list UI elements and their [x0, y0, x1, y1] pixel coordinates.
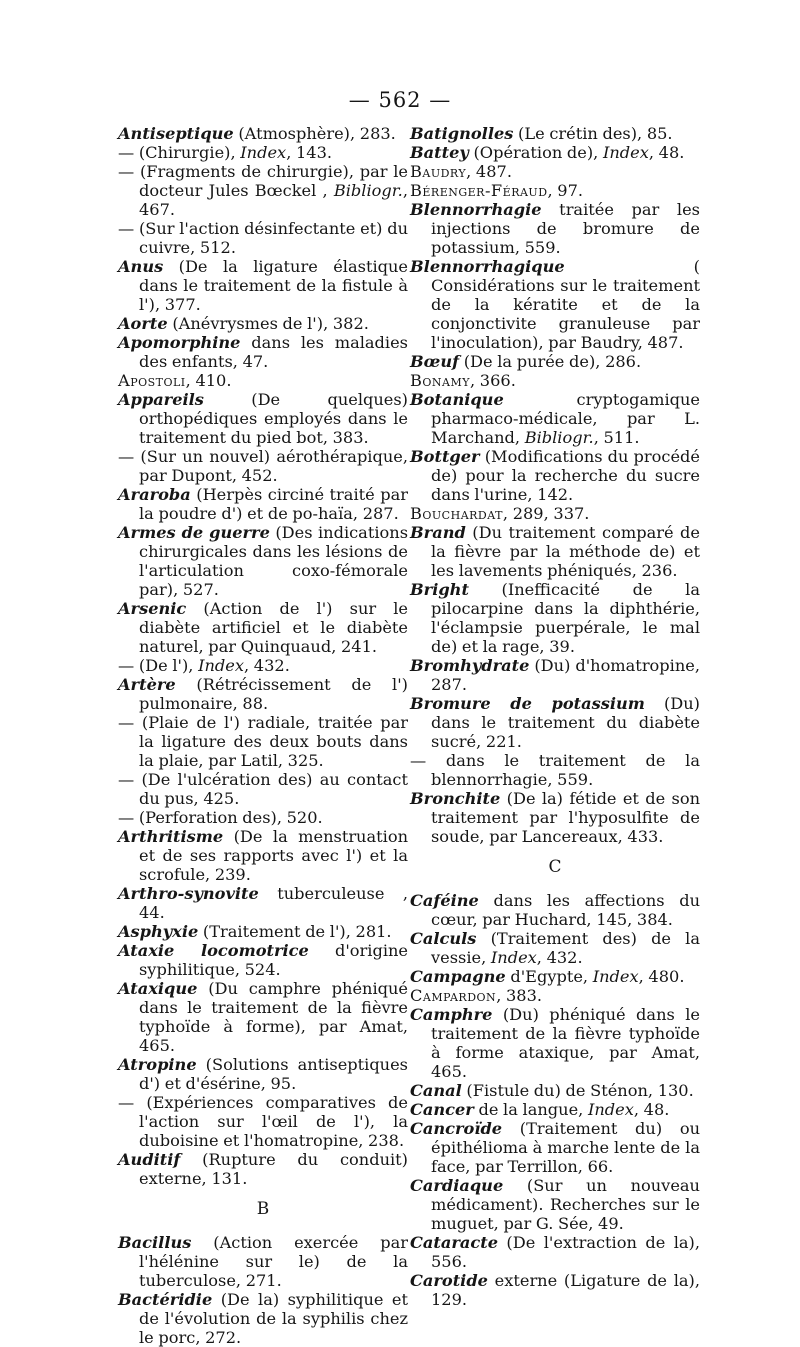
entry-text: (De quelques) orthopédiques employés dans le traitement du pied bot, 383.: [139, 390, 408, 447]
entry-keyword: Auditif: [118, 1150, 181, 1169]
entry-keyword: Bacillus: [118, 1233, 192, 1252]
entry-keyword: Battey: [410, 143, 469, 162]
entry-dash: —: [118, 770, 142, 789]
entry-text: , 410.: [185, 371, 232, 390]
index-entry: [410, 371, 700, 390]
section-letter: C: [548, 857, 562, 877]
entry-dash: —: [118, 143, 139, 162]
entry-text: , 48.: [633, 1100, 670, 1119]
entry-text: (Du camphre phéniqué dans le traitement de la fièvre typhoïde à forme), par Amat, 465.: [139, 979, 408, 1055]
entry-keyword: Bronchite: [410, 789, 501, 808]
index-entry: [410, 694, 700, 751]
index-entry: [118, 485, 408, 523]
index-entry: [410, 929, 700, 967]
index-entry: [118, 314, 408, 333]
index-entry: [410, 257, 700, 352]
entry-text: (Opération de),: [468, 143, 603, 162]
entry-keyword: Armes de guerre: [118, 523, 270, 542]
entry-keyword: Atropine: [118, 1055, 197, 1074]
entry-dash: —: [118, 656, 139, 675]
entry-keyword: Carotide: [410, 1271, 488, 1290]
index-entry: [410, 447, 700, 504]
entry-text: (Expériences comparatives de l'action sur l'œil de l'), la duboisine et l'homatropine, 238.: [139, 1093, 408, 1150]
entry-text: dans les affections du cœur, par Huchard, 145, 384.: [431, 891, 700, 929]
entry-keyword: Calculs: [410, 929, 477, 948]
index-entry: [410, 143, 700, 162]
index-entry: [118, 257, 408, 314]
index-entry: [410, 1176, 700, 1233]
entry-text: (Action de l') sur le diabète artificiel et le diabète naturel, par Quinquaud, 241.: [139, 599, 408, 656]
index-subentry: [118, 808, 408, 827]
index-entry: [118, 333, 408, 371]
entry-text: dans le traitement de la blennorrhagie, 559.: [431, 751, 700, 789]
index-subentry: [410, 751, 700, 789]
entry-keyword: Cardiaque: [410, 1176, 504, 1195]
entry-text: (Plaie de l') radiale, traitée par la ligature des deux bouts dans la plaie, par Latil, 325.: [139, 713, 408, 770]
index-subentry: [118, 770, 408, 808]
index-subentry: [118, 1093, 408, 1150]
entry-keyword: Apomorphine: [118, 333, 241, 352]
index-entry: [410, 789, 700, 846]
index-entry: [118, 979, 408, 1055]
index-entry: [410, 504, 700, 523]
index-subentry: [118, 713, 408, 770]
entry-author: Baudry: [410, 162, 467, 181]
entry-keyword: Aorte: [118, 314, 168, 333]
entry-text: (Solutions antiseptiques d') et d'ésérine, 95.: [139, 1055, 408, 1093]
section-letter: B: [256, 1199, 270, 1219]
index-entry: [118, 884, 408, 922]
entry-dash: —: [118, 808, 139, 827]
index-entry: [410, 390, 700, 447]
index-entry: [410, 1271, 700, 1309]
entry-text: (Le crétin des), 85.: [513, 124, 673, 143]
entry-text: (Sur un nouveau médicament). Recherches sur le muguet, par G. Sée, 49.: [431, 1176, 700, 1233]
index-entry: [410, 124, 700, 143]
entry-keyword: Bactéridie: [118, 1290, 213, 1309]
entry-text: , 487.: [466, 162, 512, 181]
entry-keyword: Araroba: [118, 485, 191, 504]
index-entry: [118, 941, 408, 979]
index-entry: [410, 523, 700, 580]
index-entry: [118, 1055, 408, 1093]
index-entry: [410, 162, 700, 181]
index-entry: [118, 390, 408, 447]
entry-keyword: Camphre: [410, 1005, 493, 1024]
entry-text: (Perforation des), 520.: [138, 808, 323, 827]
entry-text: (Du) d'homatropine, 287.: [431, 656, 700, 694]
entry-text: , 511.: [593, 428, 640, 447]
entry-text: (De la ligature élastique dans le traitement de la fistule à l'), 377.: [139, 257, 408, 314]
entry-dash: —: [118, 713, 142, 732]
entry-keyword: Bottger: [410, 447, 480, 466]
entry-text: (Sur un nouvel) aérothérapique, par Dupont, 452.: [139, 447, 408, 485]
entry-italic-ref: Index: [602, 143, 649, 162]
entry-text: (De la) fétide et de son traitement par l'hyposulfite de soude, par Lancereaux, 433.: [431, 789, 700, 846]
entry-italic-ref: Index: [592, 967, 639, 986]
index-entry: [410, 1100, 700, 1119]
index-entry: [410, 986, 700, 1005]
entry-keyword: Arthro-synovite: [118, 884, 259, 903]
entry-text: (Fragments de chirurgie), par le docteur Jules Bœckel ,: [139, 162, 408, 200]
entry-dash: —: [118, 447, 141, 466]
entry-keyword: Anus: [118, 257, 164, 276]
entry-text: , 432.: [244, 656, 290, 675]
entry-author: Apostoli: [118, 371, 186, 390]
entry-text: (Du traitement comparé de la fièvre par la méthode de) et les lavements phéniqués, 236.: [431, 523, 700, 580]
index-entry: [410, 1081, 700, 1100]
entry-keyword: Bromhydrate: [410, 656, 530, 675]
entry-text: , 289, 337.: [502, 504, 590, 523]
entry-keyword: Bœuf: [410, 352, 460, 371]
index-subentry: [118, 219, 408, 257]
index-entry: [118, 1150, 408, 1188]
entry-keyword: Cancroïde: [410, 1119, 503, 1138]
entry-keyword: Bromure de potassium: [410, 694, 645, 713]
entry-keyword: Cancer: [410, 1100, 474, 1119]
entry-text: dans les maladies des enfants, 47.: [139, 333, 408, 371]
index-subentry: [118, 162, 408, 219]
entry-text: (Anévrysmes de l'), 382.: [167, 314, 369, 333]
entry-text: d'Egypte,: [505, 967, 593, 986]
entry-text: (Herpès circiné traité par la poudre d') et de po-haïa, 287.: [139, 485, 408, 523]
index-entry: [410, 656, 700, 694]
index-entry: [118, 1290, 408, 1347]
entry-keyword: Canal: [410, 1081, 462, 1100]
entry-text: de la langue,: [473, 1100, 588, 1119]
index-entry: [118, 124, 408, 143]
entry-text: , 143.: [286, 143, 333, 162]
entry-text: ( Considérations sur le traitement de la kératite et de la conjonctivite granuleuse par l'inoculation), par Baudry, 487.: [431, 257, 700, 352]
index-entry: [118, 523, 408, 599]
entry-text: cryptogamique pharmaco-médicale, par L. Marchand,: [431, 390, 700, 447]
entry-text: (Chirurgie),: [138, 143, 241, 162]
entry-text: externe (Ligature de la), 129.: [431, 1271, 700, 1309]
entry-italic-ref: Index: [240, 143, 287, 162]
entry-keyword: Cataracte: [410, 1233, 498, 1252]
entry-text: (De la) syphilitique et de l'évolution de la syphilis chez le porc, 272.: [139, 1290, 408, 1347]
index-entry: [118, 827, 408, 884]
entry-dash: —: [118, 219, 139, 238]
entry-text: (Des indications chirurgicales dans les lésions de l'articulation coxo-fémorale par), 527.: [139, 523, 408, 599]
index-entry: [410, 181, 700, 200]
entry-text: (De la purée de), 286.: [459, 352, 642, 371]
entry-text: , 366.: [470, 371, 516, 390]
entry-text: , 383.: [496, 986, 543, 1005]
index-subentry: [118, 447, 408, 485]
entry-author: Campardon: [410, 986, 497, 1005]
entry-text: (Traitement des) de la vessie,: [431, 929, 700, 967]
entry-keyword: Campagne: [410, 967, 506, 986]
entry-keyword: Arthritisme: [118, 827, 224, 846]
entry-text: , 467.: [139, 181, 408, 219]
entry-text: (De l'ulcération des) au contact du pus, 425.: [139, 770, 408, 808]
entry-text: , 480.: [638, 967, 685, 986]
entry-keyword: Ataxique: [118, 979, 198, 998]
index-entry: [410, 200, 700, 257]
entry-text: (De l'extraction de la), 556.: [431, 1233, 700, 1271]
entry-text: , 48.: [648, 143, 685, 162]
entry-keyword: Caféine: [410, 891, 479, 910]
entry-text: (De l'),: [138, 656, 199, 675]
index-entry: [118, 675, 408, 713]
entry-keyword: Brand: [410, 523, 466, 542]
entry-keyword: Botanique: [410, 390, 504, 409]
index-entry: [410, 1233, 700, 1271]
entry-italic-ref: Bibliogr.: [524, 428, 594, 447]
entry-author: Bouchardat: [410, 504, 503, 523]
index-entry: [410, 352, 700, 371]
entry-text: , 432.: [536, 948, 583, 967]
entry-text: tuberculeuse , 44.: [139, 884, 408, 922]
index-entry: [410, 580, 700, 656]
entry-text: (Action exercée par l'hélénine sur le) de la tuberculose, 271.: [139, 1233, 408, 1290]
entry-text: (Rupture du conduit) externe, 131.: [139, 1150, 408, 1188]
entry-keyword: Asphyxie: [118, 922, 199, 941]
entry-text: (Rétrécissement de l') pulmonaire, 88.: [139, 675, 408, 713]
entry-keyword: Antiseptique: [118, 124, 234, 143]
index-subentry: [118, 143, 408, 162]
entry-text: (Atmosphère), 283.: [233, 124, 396, 143]
entry-author: Bonamy: [410, 371, 471, 390]
index-entry: [118, 371, 408, 390]
entry-text: (Inefficacité de la pilocarpine dans la diphthérie, l'éclampsie puerpérale, le mal de) et la rage, 39.: [431, 580, 700, 656]
entry-keyword: Artère: [118, 675, 176, 694]
entry-text: (De la menstruation et de ses rapports avec l') et la scrofule, 239.: [139, 827, 408, 884]
index-entry: [118, 922, 408, 941]
entry-text: (Du) phéniqué dans le traitement de la fièvre typhoïde à forme ataxique, par Amat, 465.: [431, 1005, 700, 1081]
index-entry: [410, 891, 700, 929]
entry-text: (Fistule du) de Sténon, 130.: [461, 1081, 694, 1100]
entry-italic-ref: Index: [490, 948, 537, 967]
entry-keyword: Blennorrhagique: [410, 257, 565, 276]
index-entry: [118, 599, 408, 656]
entry-italic-ref: Index: [198, 656, 245, 675]
entry-keyword: Batignolles: [410, 124, 514, 143]
right-column: [410, 124, 700, 1309]
entry-author: Bérenger-Féraud: [410, 181, 548, 200]
entry-text: (Traitement de l'), 281.: [198, 922, 392, 941]
index-entry: [410, 967, 700, 986]
entry-dash: —: [118, 1093, 147, 1112]
index-entry: [410, 1005, 700, 1081]
left-column: [118, 124, 408, 1347]
page-number: — 562 —: [348, 88, 452, 112]
entry-dash: —: [410, 751, 446, 770]
entry-text: d'origine syphilitique, 524.: [139, 941, 408, 979]
entry-keyword: Ataxie locomotrice: [118, 941, 309, 960]
entry-text: traitée par les injections de bromure de potassium, 559.: [431, 200, 700, 257]
entry-text: (Sur l'action désinfectante et) du cuivre, 512.: [138, 219, 408, 257]
entry-italic-ref: Index: [587, 1100, 634, 1119]
entry-italic-ref: Bibliogr.: [333, 181, 403, 200]
entry-keyword: Appareils: [118, 390, 204, 409]
entry-text: (Modifications du procédé de) pour la recherche du sucre dans l'urine, 142.: [431, 447, 700, 504]
entry-keyword: Bright: [410, 580, 469, 599]
entry-keyword: Arsenic: [118, 599, 187, 618]
entry-text: (Du) dans le traitement du diabète sucré, 221.: [431, 694, 700, 751]
entry-text: , 97.: [547, 181, 584, 200]
index-entry: [410, 1119, 700, 1176]
entry-dash: —: [118, 162, 140, 181]
entry-keyword: Blennorrhagie: [410, 200, 542, 219]
entry-text: (Traitement du) ou épithélioma à marche lente de la face, par Terrillon, 66.: [431, 1119, 700, 1176]
index-subentry: [118, 656, 408, 675]
